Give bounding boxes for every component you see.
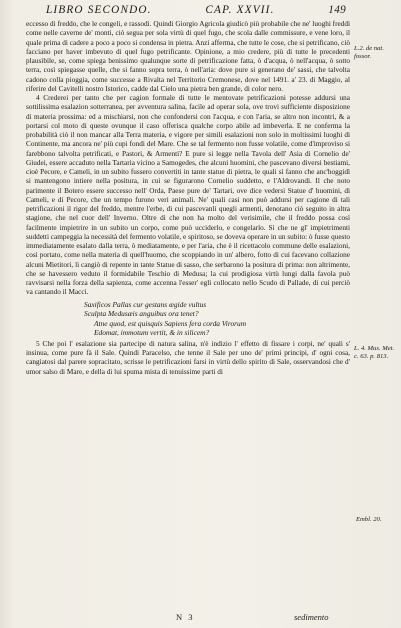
margin-note-emblem: Embl. 20. xyxy=(356,516,382,523)
page-number: 149 xyxy=(328,4,346,16)
main-text xyxy=(26,20,350,377)
verse-line-3: Atne quod, est quisquis Sapiens fera corda Virorum xyxy=(94,318,247,328)
margin-note-botero: L. 4. Mus. Met. c. 63. p. 813. xyxy=(354,345,395,360)
page-footer xyxy=(0,612,401,624)
book-title: LIBRO SECONDO. xyxy=(46,4,152,16)
paragraph-5: 5 Che poi l' esalazione sia partecipe di natura salina, n'è indizio l' effetto di fissare i corpi, ne' quali s' insinua, come pure fà il Sale. Quindi Paracelso, che tenne il Sale per uno de' primi principi, d' ogni cosa, cangiatosi dal parere sopracitato, scrisse le petrificazioni farsi in virtù dello spirito di Sale, osservandosi che d' umor salso di Mare, e della di lui spuma mista di tenuissime parti di xyxy=(26,339,350,376)
verse-line-4: Edomat, immotum vertit, & in silicem? xyxy=(94,328,210,338)
chapter-label: CAP. XXVII. xyxy=(205,4,275,16)
verse-line-1: Saxificos Pallas cur gestans ægide vultus xyxy=(84,299,207,309)
signature-mark: N 3 xyxy=(176,612,195,622)
latin-verse xyxy=(84,300,350,338)
margin-note-agricola: L.2. de nat. fossor. xyxy=(354,45,384,60)
verse-line-2: Sculpta Medusæis anguibus ora tenet? xyxy=(84,309,199,319)
paragraph-3-conclusion: eccesso di freddo, che le congeli, e rassodi. Quindi Giorgio Agricola giudicò più probabile che ne' luoghi freddi come nelle caverne de' monti, ciò segua per sola virtù di quel fugo, che scola dalle commissure, e vene loro, il quale prima di cadere a poco a poco si condensa in pietra. Anzi afferma, che tutte le cose, che si petrificano, ciò facciano per haver imbevuto di quel fugo petrificante. Opinione, a mio credere, più di tutte le precedenti plausibile, se, come spiega benissimo qualunque sorte di petrificazione fatta, ò d'acqua, ò nell'acqua, ò sotto terra, così spiegasse quelle, che si fanno sopra terra, ò nell'aria: dove pure si generano de' sassi, che talvolta cadono colla pioggia, come successe a Rivalta nel Territorio Cremonese, dove nel 1491. a' 23. di Maggio, al riferire del Cavitelli nostro Istorico, cadde dal Cielo una pietra ben grande, di color nero. xyxy=(26,20,350,93)
catchword: sedimento xyxy=(294,612,329,622)
running-header xyxy=(46,4,346,16)
paragraph-4: 4 Crederei per tanto che per cagion formale di tutte le mentovate petrificazioni potesse addursi una sottilissima esalazion sotterranea, per avventura salina, facile ad operar sola, ove trovi sufficiente disposizione di materia prossima: ed a mischiarsi, non che confondersi con l'acqua, e con l'aria, se altro non incontri, & a portarsi col moto di queste ovunque il caso offerisca qualche corpo abile ad imbeverla. E ne conferma la probabilità ciò il non mancar alla Terra materia, e vigore per simili esalazioni non solo in moltissimi luoghi di Continente, ma ancora ne' più cupi fondi del Mare. Che se tal fermento non fusse volatile, come d'improviso si farebbono talvolta petrificati, e Pastori, & Armenti? E pure si legge nella Tavola dell' Asia di Cornelio de' Giudei, essere accaduto nella Tartaria vicino a Samogedes, che alcuni huomini, che pascevano diversi bestiami, cioè Pecore, e Cameli, in un subito fussero convertiti in tante statue di pietra, le quali sì fanno che anc'hoggidì si mantengono intiere nella positura, in cui se figurarono Cornelio suddetto, e l'Aldrovandi. Il che noto parimente il Botero essere successo nell' Orda, Paese pure de' Tartari, ove dice vedersi Statue d' huomini, di Cameli, e di Pecore, che un tempo furono veri animali. Ne' quali casi non può addursi per cagione di tali petrificazioni il rigor del freddo, mentre l'erbe, di cui pascevanli quegli armenti, denotano ciò seguito in altra stagione, che nel cuor dell' Inverno. Oltre di che non ha molto del verisimile, che il freddo possa così facilmente impietrire in un subito un corpo, come può ucciderlo, e congelarlo. Sì che ne gl' impietrimenti suddetti campeggia la necessità del fermento volatile, e spiritoso, se doveva operare in un subito: ò fusse questo immediatamente esalato dalla terra, ò mediatamente, e per l'aria, che è il ricettacolo commune delle esalazioni, così portato, come nella materia di quell'huomo, che scoppiando in un' albero, fotto di cui facevano collazione alcuni Mietitori, li cangiò di repente in tante Statue di sasso, che serbarono la positura di prima: non altrimente, che se havessero veduto il formidabile Teschio di Medusa; la cui prodigiosa virtù lungi dalla favola può ravvisarsi nella forza della sapienza, come accenna l'esser' egli collocato nello Scudo di Pallade, di cui perciò va cantando il Macci. xyxy=(26,94,350,297)
